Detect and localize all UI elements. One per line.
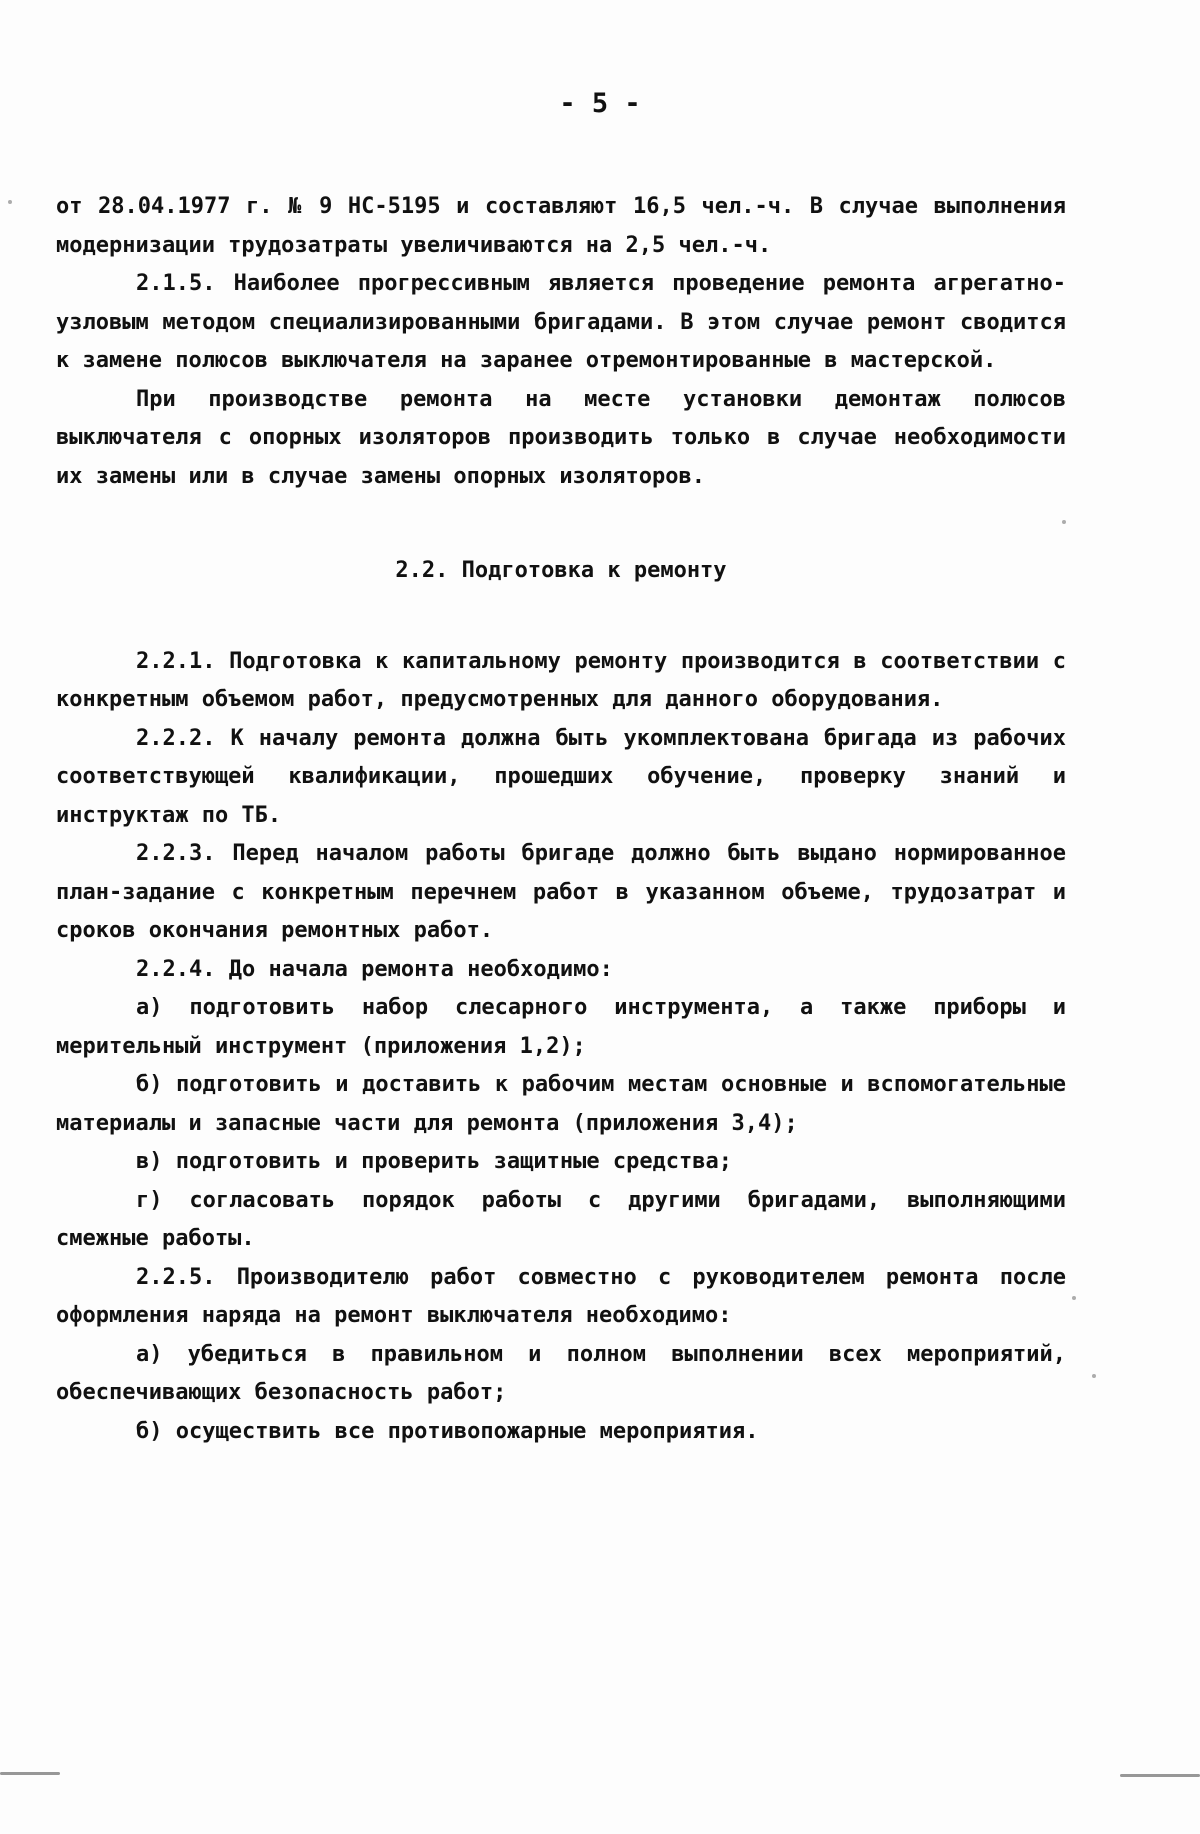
scan-speck [8, 200, 12, 204]
paragraph-2-2-2: 2.2.2. К началу ремонта должна быть укомплектована бригада из рабочих соответствующей квалификации, прошедших обучение, проверку знаний и инструктаж по ТБ. [56, 725, 1066, 828]
paragraph-2-2-5: 2.2.5. Производителю работ совместно с руководителем ремонта после оформления наряда на ремонт выключателя необходимо: [56, 1264, 1066, 1328]
scan-speck [1092, 1374, 1096, 1378]
paragraph-continuation: от 28.04.1977 г. № 9 НС-5195 и составляют 16,5 чел.-ч. В случае выполнения модернизации трудозатраты увеличиваются на 2,5 чел.-ч. [56, 194, 1066, 258]
scan-edge-mark-right [1120, 1774, 1200, 1777]
paragraph-repair-on-site: При производстве ремонта на месте установки демонтаж полюсов выключателя с опорных изоляторов производить только в случае необходимости их замены или в случае замены опорных изоляторов. [56, 386, 1066, 489]
paragraph-2-2-1: 2.2.1. Подготовка к капитальному ремонту производится в соответствии с конкретным объемом работ, предусмотренных для данного оборудования. [56, 648, 1066, 712]
list-item-v: в) подготовить и проверить защитные средства; [136, 1149, 733, 1174]
scan-edge-mark-left [0, 1772, 60, 1775]
list-item-g: г) согласовать порядок работы с другими бригадами, выполняющими смежные работы. [56, 1187, 1066, 1251]
document-body [56, 188, 1066, 1451]
paragraph-2-1-5: 2.1.5. Наиболее прогрессивным является проведение ремонта агрегатно-узловым методом специализированными бригадами. В этом случае ремонт сводится к замене полюсов выключателя на заранее отремонтированные в мастерской. [56, 271, 1066, 373]
list-item-a-2: а) убедиться в правильном и полном выполнении всех мероприятий, обеспечивающих безопасность работ; [56, 1341, 1066, 1405]
scan-speck [1062, 520, 1066, 524]
scan-speck [1072, 1296, 1076, 1300]
list-item-a: а) подготовить набор слесарного инструмента, а также приборы и мерительный инструмент (приложения 1,2); [56, 995, 1066, 1059]
section-title: 2.2. Подготовка к ремонту [395, 558, 727, 583]
paragraph-2-2-3: 2.2.3. Перед началом работы бригаде должно быть выдано нормированное план-задание с конкретным перечнем работ в указанном объеме, трудозатрат и сроков окончания ремонтных работ. [56, 841, 1066, 943]
list-item-b-2: б) осуществить все противопожарные мероприятия. [136, 1418, 759, 1444]
list-item-b: б) подготовить и доставить к рабочим местам основные и вспомогательные материалы и запасные части для ремонта (приложения 3,4); [56, 1072, 1066, 1136]
page-number: - 5 - [559, 88, 641, 119]
paragraph-2-2-4: 2.2.4. До начала ремонта необходимо: [136, 956, 613, 982]
